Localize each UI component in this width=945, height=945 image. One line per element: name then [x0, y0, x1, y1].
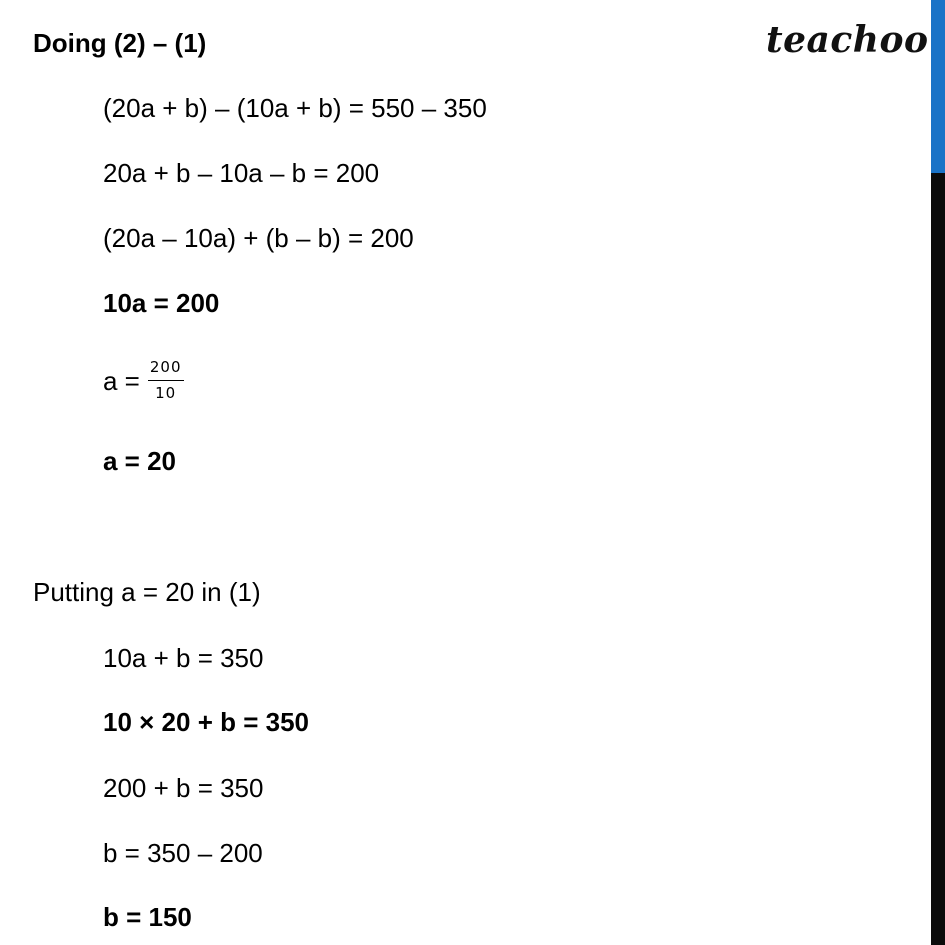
- equation-line-bold: 10a = 200: [103, 288, 220, 318]
- equation-line: 200 + b = 350: [103, 773, 264, 803]
- equation-line: b = 350 – 200: [103, 838, 263, 868]
- result-line: b = 150: [103, 902, 192, 932]
- teachoo-logo: teachoo: [766, 19, 929, 61]
- equation-line: (20a + b) – (10a + b) = 550 – 350: [103, 93, 487, 123]
- right-edge-bar: [931, 0, 945, 945]
- fraction-numerator: 200: [148, 358, 184, 381]
- section2-heading: Putting a = 20 in (1): [33, 577, 261, 607]
- fraction-equation: [103, 358, 184, 403]
- fraction: [148, 358, 184, 403]
- section1-heading: Doing (2) – (1): [33, 28, 207, 58]
- equation-line: 10a + b = 350: [103, 643, 264, 673]
- equation-line-bold: 10 × 20 + b = 350: [103, 707, 309, 737]
- right-edge-accent: [931, 0, 945, 173]
- fraction-lhs: a =: [103, 365, 140, 396]
- equation-line: (20a – 10a) + (b – b) = 200: [103, 223, 414, 253]
- equation-line: 20a + b – 10a – b = 200: [103, 158, 380, 188]
- fraction-denominator: 10: [155, 384, 177, 402]
- result-line: a = 20: [103, 446, 177, 476]
